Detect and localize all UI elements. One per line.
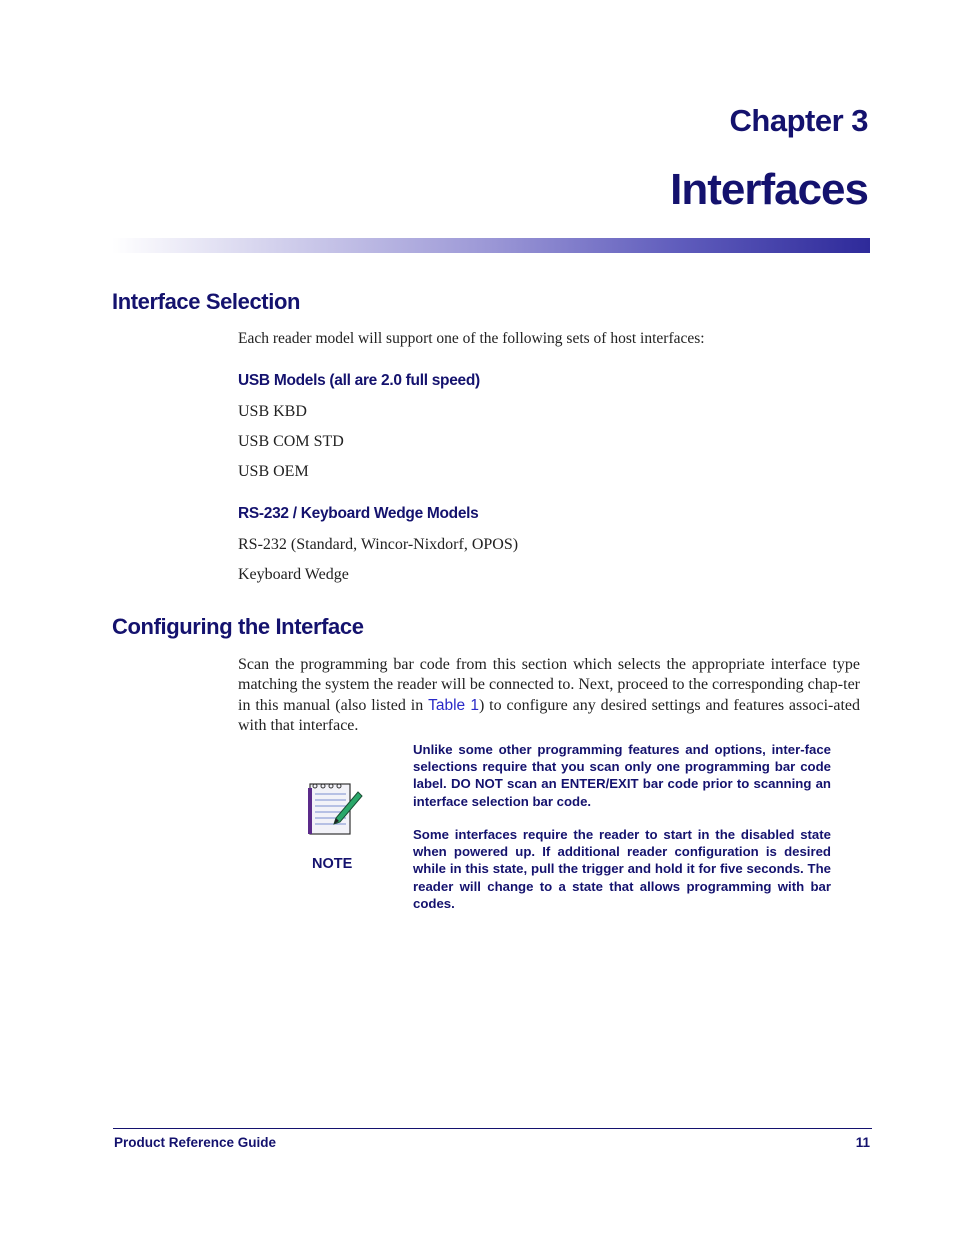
list-item-usb-oem: USB OEM — [238, 463, 309, 480]
list-item-rs232: RS-232 (Standard, Wincor-Nixdorf, OPOS) — [238, 536, 519, 553]
list-item-keyboard-wedge: Keyboard Wedge — [238, 566, 349, 583]
configuring-paragraph-part2: ) to configure any desired settings and features associ-ated with that interface. — [238, 696, 860, 734]
notepad-pen-icon — [306, 778, 364, 838]
note-label: NOTE — [312, 856, 353, 872]
page-number: 11 — [855, 1135, 870, 1150]
section-heading-configuring-interface: Configuring the Interface — [112, 614, 364, 639]
note-paragraph-1: Unlike some other programming features and options, inter-face selections require that you scan only one programming bar code label. DO NOT scan an ENTER/EXIT bar code prior to scanning an interface selection bar code. — [413, 742, 831, 809]
footer-guide-title: Product Reference Guide — [114, 1135, 277, 1150]
chapter-title: Interfaces — [670, 165, 868, 214]
note-paragraph-2: Some interfaces require the reader to start in the disabled state when powered up. If additional reader configuration is desired while in this state, pull the trigger and hold it for five seconds. The reader will change to a state that allows programming with bar codes. — [413, 827, 831, 911]
chapter-label: Chapter 3 — [729, 103, 868, 138]
chapter-divider-bar — [112, 238, 870, 253]
configuring-paragraph — [238, 655, 860, 736]
interface-intro-text: Each reader model will support one of the following sets of host interfaces: — [238, 330, 705, 347]
rs232-models-heading: RS-232 / Keyboard Wedge Models — [238, 505, 479, 522]
configuring-paragraph-part1: Scan the programming bar code from this section which selects the appropriate interface type matching the system the reader will be connected to. Next, proceed to the corresponding chap-ter in this manual (also listed in — [238, 656, 860, 714]
table-1-link[interactable]: Table 1 — [428, 696, 479, 714]
list-item-usb-kbd: USB KBD — [238, 403, 307, 420]
section-heading-interface-selection: Interface Selection — [112, 289, 301, 314]
usb-models-heading: USB Models (all are 2.0 full speed) — [238, 372, 480, 389]
list-item-usb-com-std: USB COM STD — [238, 433, 344, 450]
footer-divider — [113, 1128, 872, 1129]
